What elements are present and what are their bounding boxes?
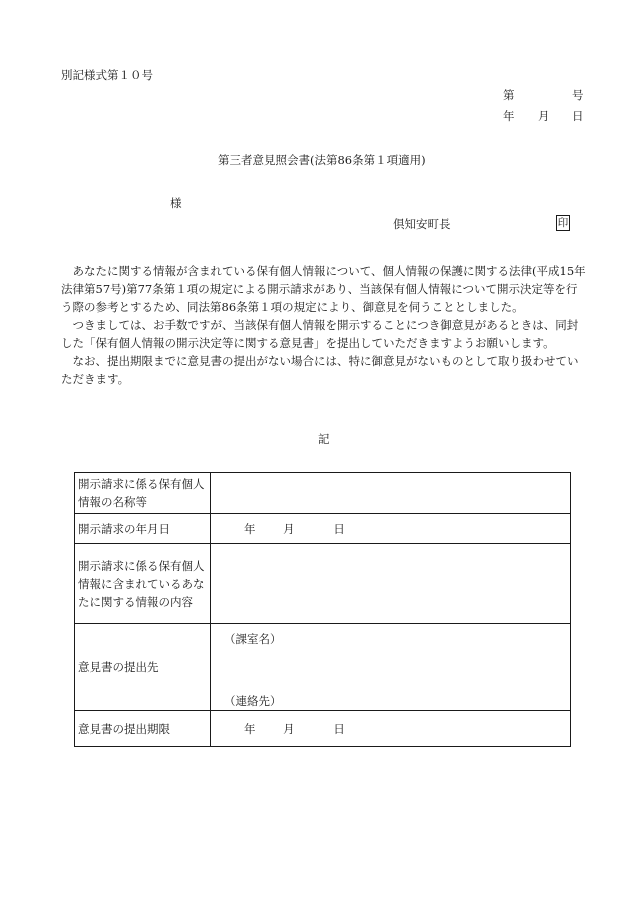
request-date-month: 月 (283, 521, 295, 536)
sender-name: 倶知安町長 (393, 217, 451, 231)
row-value-info-name (211, 473, 571, 514)
header-date-day: 日 (572, 109, 584, 123)
contact-label: （連絡先） (224, 694, 282, 708)
row-label-info-name: 開示請求に係る保有個人情報の名称等 (75, 473, 211, 514)
ref-dai: 第 (503, 88, 515, 102)
table-row (75, 473, 571, 514)
row-label-info-content: 開示請求に係る保有個人情報に含まれているあなたに関する情報の内容 (75, 544, 211, 624)
ref-go: 号 (572, 88, 584, 102)
row-label-deadline: 意見書の提出期限 (75, 711, 211, 747)
body-paragraph-2: つきましては、お手数ですが、当該保有個人情報を開示することにつき御意見があるときは、同封した「保有個人情報の開示決定等に関する意見書」を提出していただきますようお願いします。 (61, 318, 579, 350)
deadline-year: 年 (244, 721, 256, 736)
deadline-month: 月 (283, 721, 295, 736)
document-title: 第三者意見照会書(法第86条第１項適用) (218, 153, 426, 167)
table-row (75, 624, 571, 711)
body-paragraph-1: あなたに関する情報が含まれている保有個人情報について、個人情報の保護に関する法律(平成15年法律第57号)第77条第１項の規定による開示請求があり、当該保有個人情報について開示決定等を行う際の参考とするため、同法第86条第１項の規定により、御意見を伺うこととしました。 (61, 264, 586, 314)
info-table (74, 472, 571, 747)
table-row (75, 544, 571, 624)
body-paragraph-3: なお、提出期限までに意見書の提出がない場合には、特に御意見がないものとして取り扱わせていただきます。 (61, 354, 579, 386)
row-value-info-content (211, 544, 571, 624)
row-value-deadline (211, 711, 571, 747)
header-date-year: 年 (503, 109, 515, 123)
row-label-submit-to: 意見書の提出先 (75, 624, 211, 711)
header-date-month: 月 (538, 109, 550, 123)
table-row (75, 514, 571, 544)
addressee-suffix: 様 (170, 196, 182, 210)
row-label-request-date: 開示請求の年月日 (75, 514, 211, 544)
table-row (75, 711, 571, 747)
row-value-request-date (211, 514, 571, 544)
section-name-label: （課室名） (224, 632, 282, 646)
request-date-day: 日 (333, 521, 345, 536)
row-value-submit-to (211, 624, 571, 711)
form-number: 別記様式第１０号 (61, 68, 153, 82)
ki-heading: 記 (318, 432, 330, 446)
body-text (61, 262, 586, 388)
deadline-day: 日 (333, 721, 345, 736)
seal-mark: 印 (557, 217, 569, 229)
request-date-year: 年 (244, 521, 256, 536)
